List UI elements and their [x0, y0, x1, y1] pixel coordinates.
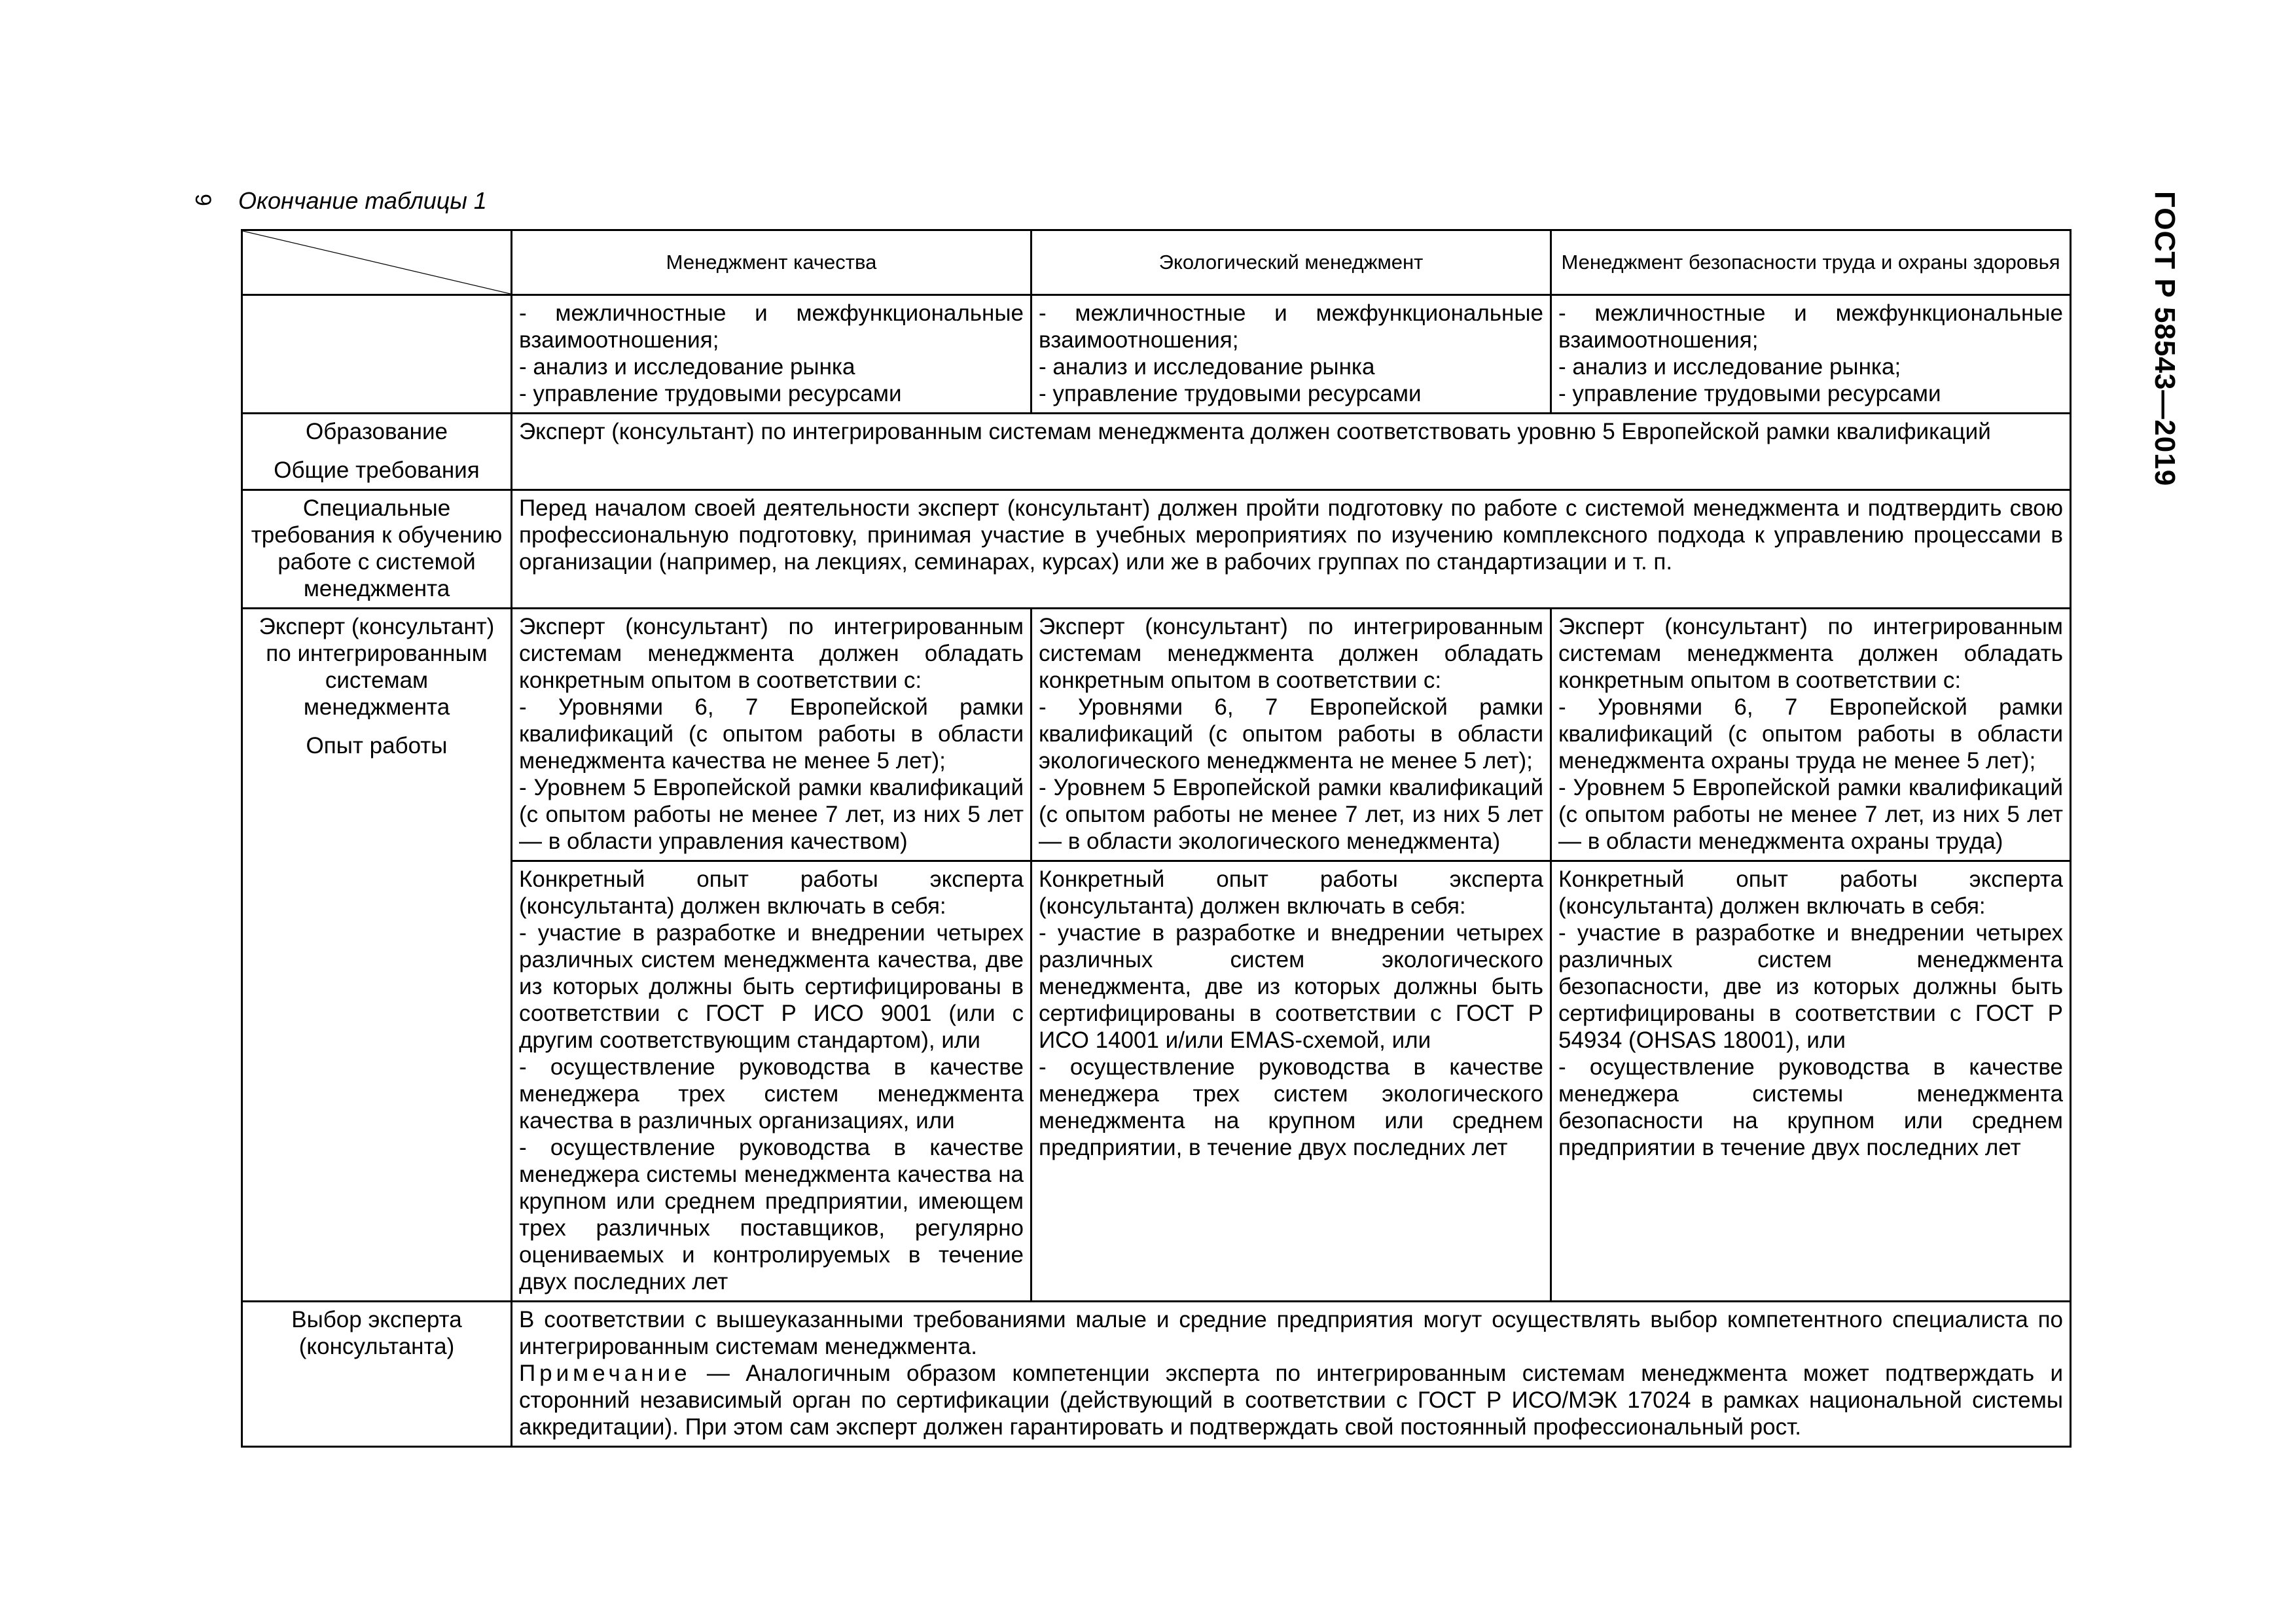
column-header-eco: Экологический менеджмент: [1031, 230, 1551, 295]
cell-eco-skills: - межличностные и межфункциональные взаимоотношения; - анализ и исследование рынка - управление трудовыми ресурсами: [1031, 295, 1551, 414]
column-header-safety: Менеджмент безопасности труда и охраны здоровья: [1551, 230, 2071, 295]
standard-code: ГОСТ Р 58543—2019: [2149, 191, 2181, 487]
label-general-requirements: Общие требования: [274, 457, 480, 483]
selection-note: [519, 1360, 2063, 1440]
row-label-empty: [242, 295, 512, 414]
table-row: [242, 609, 2071, 861]
page-number: 9: [190, 194, 215, 206]
row-label-special-training: Специальные требования к обучению работе с системой менеджмента: [242, 490, 512, 609]
table-row: [242, 1302, 2071, 1447]
table-row: [242, 861, 2071, 1302]
table-row: [242, 295, 2071, 414]
cell-education-text: Эксперт (консультант) по интегрированным системам менеджмента должен соответствовать уровню 5 Европейской рамки квалификаций: [512, 414, 2071, 490]
cell-safety-skills: - межличностные и межфункциональные взаимоотношения; - анализ и исследование рынка; - управление трудовыми ресурсами: [1551, 295, 2071, 414]
cell-safety-experience: Эксперт (консультант) по интегрированным системам менеджмента должен обладать конкретным опытом в соответствии с: - Уровнями 6, 7 Европейской рамки квалификаций (с опытом работы в области менеджмента охраны труда не менее 5 лет); - Уровнем 5 Европейской рамки квалификаций (с опытом работы не менее 7 лет, из них 5 лет — в области менеджмента охраны труда): [1551, 609, 2071, 861]
diagonal-header-cell: [242, 230, 512, 295]
cell-quality-experience: Эксперт (консультант) по интегрированным системам менеджмента должен обладать конкретным опытом в соответствии с: - Уровнями 6, 7 Европейской рамки квалификаций (с опытом работы в области менеджмента качества не менее 5 лет); - Уровнем 5 Европейской рамки квалификаций (с опытом работы не менее 7 лет, из них 5 лет — в области управления качеством): [512, 609, 1031, 861]
table-row: [242, 414, 2071, 490]
note-label: Примечание: [519, 1361, 691, 1386]
cell-quality-specific-experience: Конкретный опыт работы эксперта (консультанта) должен включать в себя: - участие в разработке и внедрении четырех различных систем менеджмента качества, две из которых должны быть сертифицированы в соответствии с ГОСТ Р ИСО 9001 (или с другим соответствующим стандартом), или - осуществление руководства в качестве менеджера трех систем менеджмента качества в различных организациях, или - осуществление руководства в качестве менеджера системы менеджмента качества на крупном или среднем предприятии, имеющем трех различных поставщиков, регулярно оцениваемых и контролируемых в течение двух последних лет: [512, 861, 1031, 1302]
row-label-expert-experience: [242, 609, 512, 1302]
label-expert: Эксперт (консультант) по интегрированным системам менеджмента: [259, 614, 495, 720]
label-education: Образование: [306, 419, 448, 444]
requirements-table: [241, 229, 2072, 1448]
row-label-education: [242, 414, 512, 490]
cell-quality-skills: - межличностные и межфункциональные взаимоотношения; - анализ и исследование рынка - управление трудовыми ресурсами: [512, 295, 1031, 414]
selection-text: В соответствии с вышеуказанными требованиями малые и средние предприятия могут осуществлять выбор компетентного специалиста по интегрированным системам менеджмента.: [519, 1307, 2063, 1359]
table-continuation-caption: Окончание таблицы 1: [238, 187, 487, 214]
cell-eco-specific-experience: Конкретный опыт работы эксперта (консультанта) должен включать в себя: - участие в разработке и внедрении четырех различных систем экологического менеджмента, две из которых должны быть сертифицированы в соответствии с ГОСТ Р ИСО 14001 и/или EMAS-схемой, или - осуществление руководства в качестве менеджера трех систем экологического менеджмента на крупном или среднем предприятии, в течение двух последних лет: [1031, 861, 1551, 1302]
row-label-expert-selection: Выбор эксперта (консультанта): [242, 1302, 512, 1447]
column-header-quality: Менеджмент качества: [512, 230, 1031, 295]
header-row: [242, 230, 2071, 295]
diagonal-line: [243, 231, 511, 294]
table-row: [242, 490, 2071, 609]
cell-safety-specific-experience: Конкретный опыт работы эксперта (консультанта) должен включать в себя: - участие в разработке и внедрении четырех различных систем менеджмента безопасности, две из которых должны быть сертифицированы в соответствии с ГОСТ Р 54934 (OHSAS 18001), или - осуществление руководства в качестве менеджера системы менеджмента безопасности на крупном или среднем предприятии в течение двух последних лет: [1551, 861, 2071, 1302]
cell-expert-selection: [512, 1302, 2071, 1447]
note-text: — Аналогичным образом компетенции эксперта по интегрированным системам менеджмента может подтверждать и сторонний независимый орган по сертификации (действующий в соответствии с ГОСТ Р ИСО/МЭК 17024 в рамках национальной системы аккредитации). При этом сам эксперт должен гарантировать и подтверждать свой постоянный профессиональный рост.: [519, 1361, 2063, 1440]
cell-eco-experience: Эксперт (консультант) по интегрированным системам менеджмента должен обладать конкретным опытом в соответствии с: - Уровнями 6, 7 Европейской рамки квалификаций (с опытом работы в области экологического менеджмента не менее 5 лет); - Уровнем 5 Европейской рамки квалификаций (с опытом работы не менее 7 лет, из них 5 лет — в области экологического менеджмента): [1031, 609, 1551, 861]
cell-special-training-text: Перед началом своей деятельности эксперт (консультант) должен пройти подготовку по работе с системой менеджмента и подтвердить свою профессиональную подготовку, принимая участие в учебных мероприятиях по изучению комплексного подхода к управлению процессами в организации (например, на лекциях, семинарах, курсах) или же в рабочих группах по стандартизации и т. п.: [512, 490, 2071, 609]
label-work-experience: Опыт работы: [306, 733, 448, 758]
